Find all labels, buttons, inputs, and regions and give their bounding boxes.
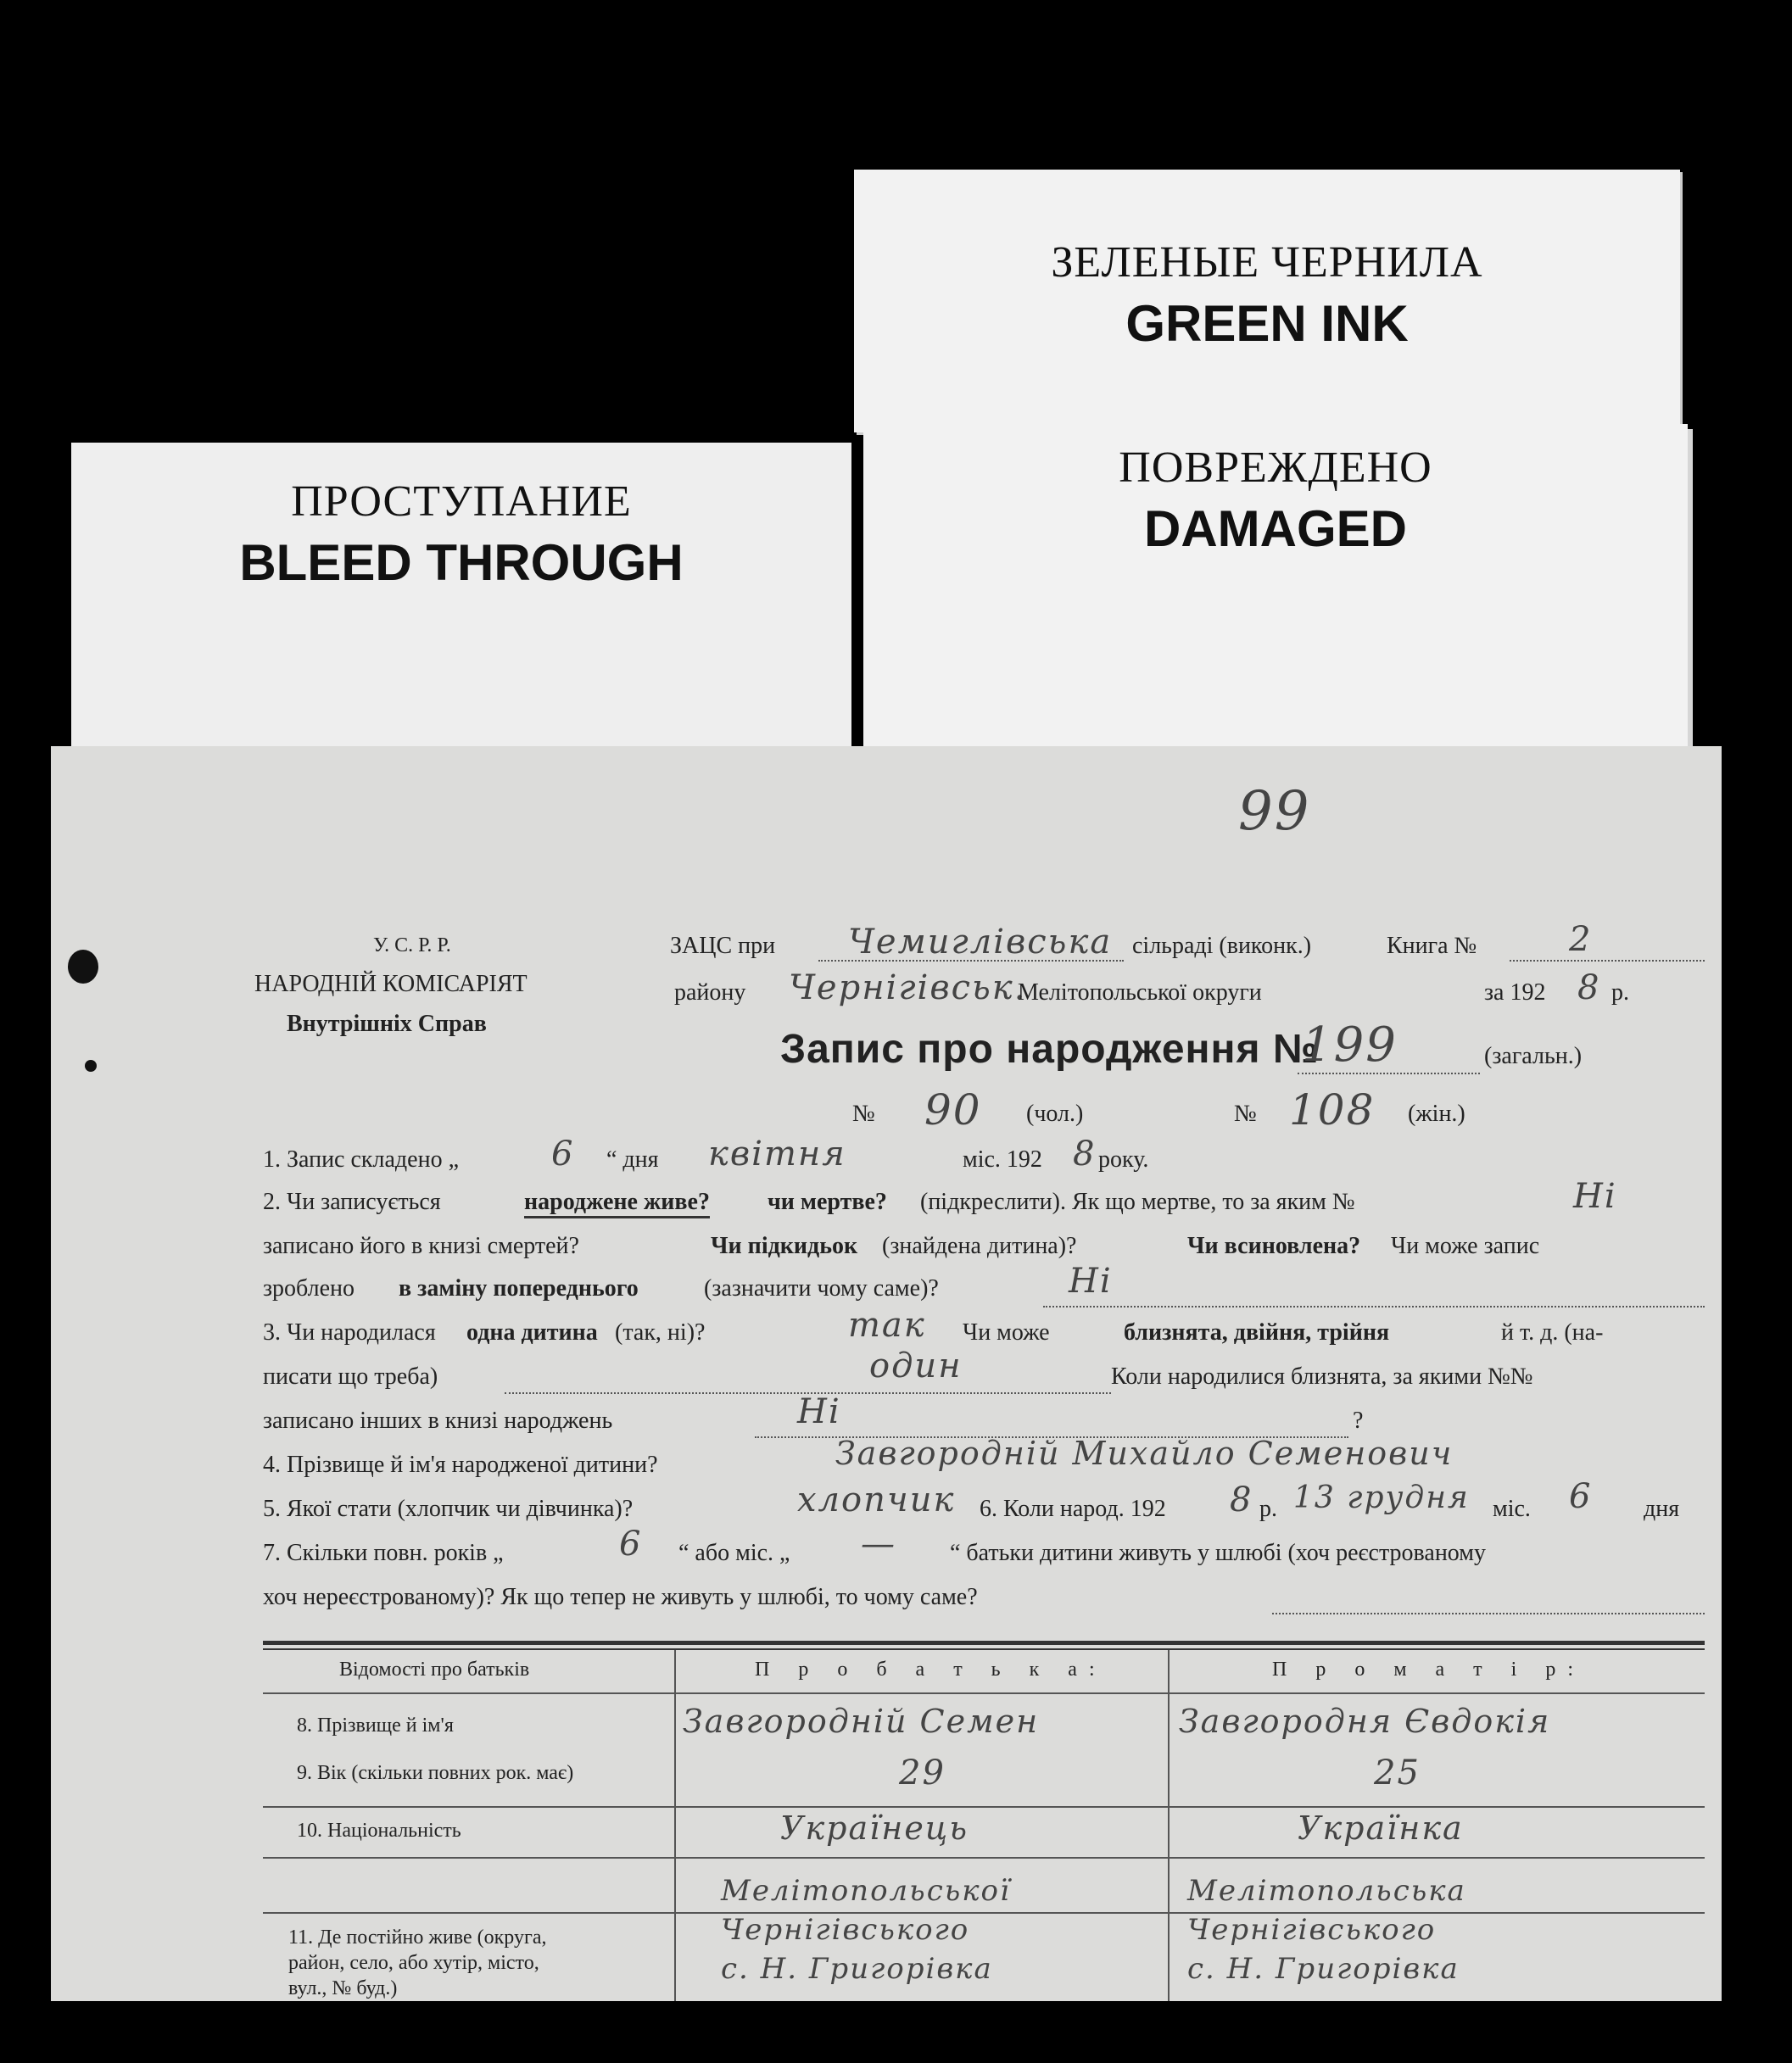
zags-suffix: сільраді (виконк.) bbox=[1132, 933, 1312, 959]
bleed-through-en: BLEED THROUGH bbox=[239, 534, 684, 591]
mother-residence-1: Мелітопольська bbox=[1187, 1874, 1466, 1908]
birth-month: 13 грудня bbox=[1293, 1480, 1470, 1515]
line6-a: писати що треба) bbox=[263, 1363, 438, 1390]
birth-record-document bbox=[51, 746, 1722, 2001]
green-ink-ru: ЗЕЛЕНЫЕ ЧЕРНИЛА bbox=[1051, 238, 1483, 287]
female-no-label: № bbox=[1234, 1101, 1257, 1127]
female-number: 108 bbox=[1289, 1085, 1376, 1135]
father-residence-1: Мелітопольської bbox=[721, 1874, 1011, 1908]
row-residence-label-3: вул., № буд.) bbox=[288, 1977, 398, 1999]
header-commissariat: НАРОДНІЙ КОМІСАРІЯТ bbox=[254, 971, 528, 997]
birth-day: 6 bbox=[1569, 1477, 1593, 1516]
line5-a: 3. Чи народилася bbox=[263, 1319, 436, 1346]
father-nationality: Українець bbox=[780, 1809, 969, 1847]
year-digit: 8 bbox=[1577, 968, 1601, 1007]
line9-d: міс. bbox=[1493, 1496, 1531, 1522]
zags-label: ЗАЦС при bbox=[670, 933, 776, 959]
damaged-ru: ПОВРЕЖДЕНО bbox=[1119, 443, 1432, 492]
header-ussr: У. С. Р. Р. bbox=[373, 934, 451, 956]
row-residence-label-1: 11. Де постійно живе (округа, bbox=[288, 1926, 547, 1949]
line2-a: 2. Чи записується bbox=[263, 1189, 441, 1215]
mother-name: Завгородня Євдокія bbox=[1179, 1703, 1551, 1740]
district-label: району bbox=[674, 979, 746, 1006]
line9-b: 6. Коли народ. 192 bbox=[980, 1496, 1166, 1522]
line8-a: 4. Прізвище й ім'я народженої дитини? bbox=[263, 1452, 658, 1478]
death-number: Ні bbox=[1573, 1177, 1617, 1216]
mother-residence-2: Чернігівського bbox=[1187, 1913, 1437, 1947]
line1-a: 1. Запис складено „ bbox=[263, 1146, 459, 1173]
adopted-label: Чи всиновлена? bbox=[1187, 1233, 1361, 1259]
table-header-info: Відомості про батьків bbox=[339, 1659, 530, 1681]
line1-d: року. bbox=[1098, 1146, 1149, 1173]
twins-label: близнята, двійня, трійня bbox=[1124, 1319, 1390, 1346]
replacement-answer: Ні bbox=[1069, 1262, 1113, 1301]
replacement-label: в заміну попереднього bbox=[399, 1275, 639, 1302]
alive-option: народжене живе? bbox=[524, 1189, 710, 1218]
single-child-label: одна дитина bbox=[466, 1319, 598, 1346]
record-number: 199 bbox=[1302, 1018, 1398, 1073]
dead-option: чи мертве? bbox=[768, 1189, 887, 1215]
record-number-suffix: (загальн.) bbox=[1484, 1043, 1583, 1069]
child-name: Завгородній Михайло Семенович bbox=[835, 1435, 1454, 1472]
line6-b: Коли народилися близнята, за якими №№ bbox=[1111, 1363, 1533, 1390]
mother-age: 25 bbox=[1374, 1754, 1421, 1793]
record-title: Запис про народження № bbox=[780, 1027, 1320, 1072]
male-number: 90 bbox=[924, 1085, 982, 1135]
twins-record-answer: Ні bbox=[797, 1392, 841, 1431]
line7-a: записано інших в книзі народжень bbox=[263, 1408, 613, 1434]
line10-b: “ або міс. „ bbox=[678, 1540, 790, 1566]
child-sex: хлопчик bbox=[797, 1480, 956, 1519]
female-suffix: (жін.) bbox=[1408, 1101, 1465, 1127]
birth-year: 8 bbox=[1230, 1480, 1253, 1519]
marriage-years: 6 bbox=[619, 1525, 643, 1564]
male-no-label: № bbox=[852, 1101, 875, 1127]
row-residence-label-2: район, село, або хутір, місто, bbox=[288, 1952, 539, 1974]
line4-a: зроблено bbox=[263, 1275, 354, 1302]
damaged-label-card bbox=[863, 424, 1688, 763]
mother-nationality: Українка bbox=[1298, 1809, 1464, 1847]
line10-c: “ батьки дитини живуть у шлюбі (хоч реєстрованому bbox=[950, 1540, 1486, 1566]
twins-answer: один bbox=[869, 1347, 963, 1386]
line3-c: Чи може запис bbox=[1391, 1233, 1540, 1259]
male-suffix: (чол.) bbox=[1026, 1101, 1084, 1127]
row-age-label: 9. Вік (скільки повних рок. має) bbox=[297, 1762, 574, 1784]
green-ink-label-card bbox=[854, 170, 1680, 432]
line3-a: записано його в книзі смертей? bbox=[263, 1233, 579, 1259]
line1-b: “ дня bbox=[606, 1146, 659, 1173]
line9-e: дня bbox=[1644, 1496, 1680, 1522]
father-residence-3: с. Н. Григорівка bbox=[721, 1952, 993, 1986]
line2-b: (підкреслити). Як що мертве, то за яким № bbox=[920, 1189, 1355, 1215]
line9-c: р. bbox=[1259, 1496, 1277, 1522]
row-nationality-label: 10. Національність bbox=[297, 1820, 461, 1842]
green-ink-en: GREEN INK bbox=[1125, 295, 1409, 352]
record-year: 8 bbox=[1073, 1135, 1097, 1174]
line5-d: й т. д. (на- bbox=[1501, 1319, 1604, 1346]
line7-b: ? bbox=[1353, 1408, 1364, 1434]
district-name: Чернігівськ. bbox=[789, 968, 1027, 1007]
year-label: за 192 bbox=[1484, 979, 1546, 1006]
line11-a: хоч нереєстрованому)? Як що тепер не живуть у шлюбі, то чому саме? bbox=[263, 1584, 978, 1610]
line9-a: 5. Якої стати (хлопчик чи дівчинка)? bbox=[263, 1496, 634, 1522]
marriage-months: — bbox=[861, 1525, 896, 1564]
table-header-mother: П р о м а т і р: bbox=[1272, 1659, 1585, 1681]
header-internal-affairs: Внутрішніх Справ bbox=[287, 1011, 487, 1037]
line4-b: (зазначити чому саме)? bbox=[704, 1275, 939, 1302]
zags-village: Чемиглівська bbox=[848, 923, 1113, 962]
line5-c: Чи може bbox=[963, 1319, 1050, 1346]
page-number: 99 bbox=[1238, 780, 1311, 843]
line3-b: (знайдена дитина)? bbox=[882, 1233, 1077, 1259]
mother-residence-3: с. Н. Григорівка bbox=[1187, 1952, 1460, 1986]
record-day: 6 bbox=[551, 1135, 575, 1174]
father-name: Завгородній Семен bbox=[683, 1703, 1040, 1740]
bleed-through-label-card bbox=[71, 443, 851, 765]
book-number: 2 bbox=[1569, 920, 1593, 959]
damage-spot bbox=[85, 1060, 97, 1072]
line1-c: міс. 192 bbox=[963, 1146, 1042, 1173]
damaged-en: DAMAGED bbox=[1144, 500, 1407, 557]
table-header-father: П р о б а т ь к а: bbox=[755, 1659, 1107, 1681]
district-suffix: Мелітопольської округи bbox=[1018, 979, 1262, 1006]
father-age: 29 bbox=[899, 1754, 946, 1793]
book-label: Книга № bbox=[1387, 933, 1477, 959]
row-name-label: 8. Прізвище й ім'я bbox=[297, 1715, 454, 1737]
record-month: квітня bbox=[708, 1135, 846, 1174]
line10-a: 7. Скільки повн. років „ bbox=[263, 1540, 504, 1566]
single-child-answer: так bbox=[848, 1306, 926, 1345]
foundling-label: Чи підкидьок bbox=[711, 1233, 858, 1259]
father-residence-2: Чернігівського bbox=[721, 1913, 970, 1947]
damage-spot bbox=[68, 950, 98, 984]
year-suffix: р. bbox=[1611, 979, 1629, 1006]
bleed-through-ru: ПРОСТУПАНИЕ bbox=[291, 477, 632, 526]
line5-b: (так, ні)? bbox=[615, 1319, 706, 1346]
